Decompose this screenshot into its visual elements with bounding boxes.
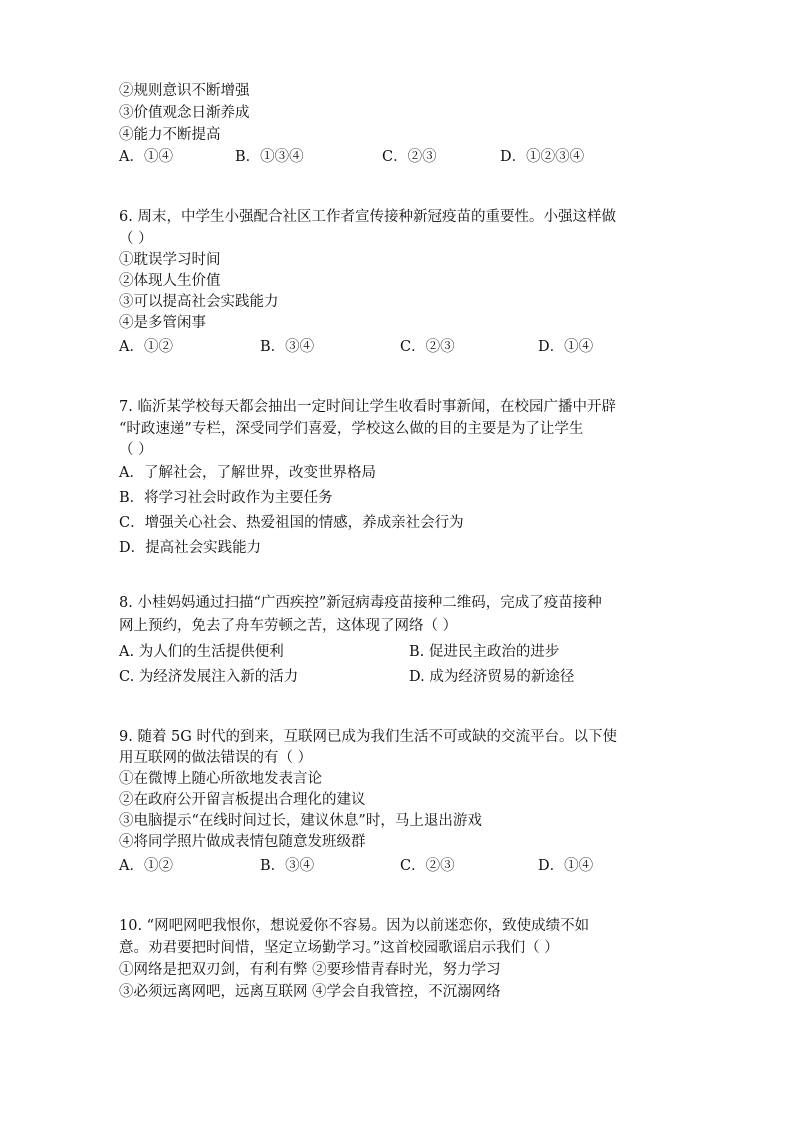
q6-item-1: ①耽误学习时间: [119, 252, 221, 268]
q5-item-2: ②规则意识不断增强: [119, 83, 250, 99]
q6-item-2: ②体现人生价值: [119, 273, 221, 289]
q5-option-d: D．①②③④: [500, 149, 585, 165]
q8-option-a: A. 为人们的生活提供便利: [119, 644, 284, 660]
q10-items-line-2: ③必须远离网吧，远离互联网 ④学会自我管控，不沉溺网络: [119, 984, 501, 1000]
q7-option-d: D．提高社会实践能力: [119, 540, 262, 556]
q7-option-b: B．将学习社会时政作为主要任务: [119, 490, 333, 506]
q7-option-a: A．了解社会，了解世界，改变世界格局: [119, 465, 376, 481]
q6-option-c: C．②③: [400, 339, 455, 355]
q9-item-3: ③电脑提示“在线时间过长，建议休息”时，马上退出游戏: [119, 813, 482, 829]
q6-stem-line-1: 6. 周末，中学生小强配合社区工作者宣传接种新冠疫苗的重要性。小强这样做: [119, 209, 616, 225]
q9-item-4: ④将同学照片做成表情包随意发班级群: [119, 834, 366, 850]
q10-stem-line-1: 10. “网吧网吧我恨你，想说爱你不容易。因为以前迷恋你，致使成绩不如: [119, 918, 590, 934]
q9-option-b: B．③④: [260, 858, 315, 874]
q6-option-d: D．①④: [538, 339, 594, 355]
q6-option-a: A．①②: [119, 339, 173, 355]
q9-option-a: A．①②: [119, 858, 173, 874]
q10-items-line-1: ①网络是把双刃剑，有利有弊 ②要珍惜青春时光，努力学习: [119, 962, 501, 978]
q5-option-a: A．①④: [119, 149, 173, 165]
q9-option-c: C．②③: [400, 858, 455, 874]
q10-stem-line-2: 意。劝君要把时间惜，坚定立场勤学习。”这首校园歌谣启示我们（ ）: [119, 940, 559, 956]
q9-option-d: D．①④: [538, 858, 594, 874]
q9-item-1: ①在微博上随心所欲地发表言论: [119, 771, 322, 787]
q8-option-b: B. 促进民主政治的进步: [409, 644, 560, 660]
q5-item-4: ④能力不断提高: [119, 127, 221, 143]
q8-option-d: D. 成为经济贸易的新途径: [409, 669, 575, 685]
q7-option-c: C．增强关心社会、热爱祖国的情感，养成亲社会行为: [119, 515, 464, 531]
q9-stem-line-2: 用互联网的做法错误的有（ ）: [119, 750, 313, 766]
q8-stem-line-1: 8. 小桂妈妈通过扫描“广西疾控”新冠病毒疫苗接种二维码，完成了疫苗接种: [119, 595, 602, 611]
q9-stem-line-1: 9. 随着 5G 时代的到来，互联网已成为我们生活不可或缺的交流平台。以下使: [119, 729, 617, 745]
q7-stem-line-2: “时政速递”专栏，深受同学们喜爱，学校这么做的目的主要是为了让学生: [119, 421, 584, 437]
q7-stem-line-1: 7. 临沂某学校每天都会抽出一定时间让学生收看时事新闻，在校园广播中开辟: [119, 399, 616, 415]
q8-option-c: C. 为经济发展注入新的活力: [119, 669, 299, 685]
q6-item-4: ④是多管闲事: [119, 315, 206, 331]
q7-stem-line-3: （ ）: [119, 442, 153, 458]
q6-stem-line-2: （ ）: [119, 231, 153, 247]
q5-option-c: C．②③: [382, 149, 437, 165]
q6-option-b: B．③④: [260, 339, 315, 355]
q5-item-3: ③价值观念日渐养成: [119, 105, 250, 121]
q8-stem-line-2: 网上预约，免去了舟车劳顿之苦，这体现了网络（ ）: [119, 618, 458, 634]
q9-item-2: ②在政府公开留言板提出合理化的建议: [119, 792, 366, 808]
q5-option-b: B．①③④: [235, 149, 304, 165]
q6-item-3: ③可以提高社会实践能力: [119, 294, 279, 310]
